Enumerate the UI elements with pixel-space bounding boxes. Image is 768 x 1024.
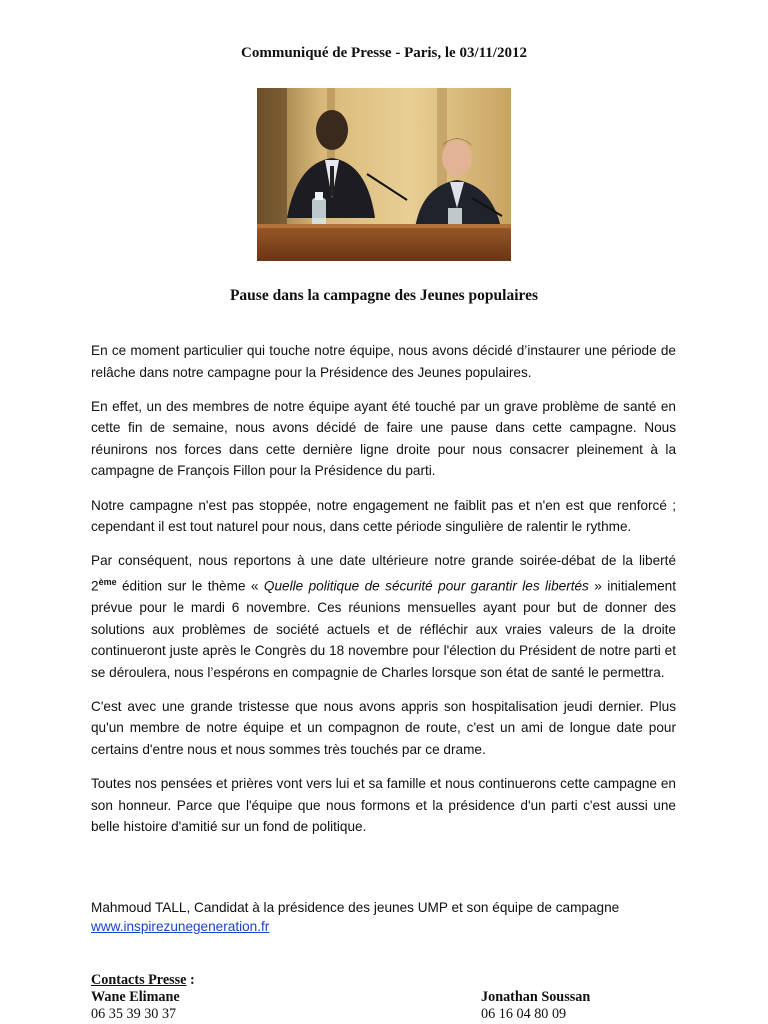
contact-phone: 06 35 39 30 37 xyxy=(91,1006,177,1022)
contact-phone: 06 16 04 80 09 xyxy=(481,1006,567,1022)
contacts-heading-label: Contacts Presse xyxy=(91,972,187,988)
paragraph-text: » initialement prévue pour le mardi 6 novembre. Ces réunions mensuelles ayant pour but de donner des solutions aux problèmes de société actuels et de réfléchir aux vraies valeurs de la droite continueront juste après le Congrès du 18 novembre pour l'élection du Président de notre parti et se déroulera, nous l’espérons en compagnie de Charles lorsque son état de santé le permettra. xyxy=(91,578,676,680)
document-title: Pause dans la campagne des Jeunes populaires xyxy=(229,287,539,304)
contact-left xyxy=(91,989,691,1023)
paragraph-text: édition sur le thème « xyxy=(116,578,264,594)
press-contacts xyxy=(91,972,691,1023)
paragraph: En effet, un des membres de notre équipe ayant été touché par un grave problème de santé en cette fin de semaine, nous avons décidé de faire une pause dans cette campagne. Nous réunirons nos forces dans cette dernière ligne droite pour nous consacrer pleinement à la campagne de François Fillon pour la Présidence du parti. xyxy=(91,398,676,479)
signature xyxy=(91,898,691,936)
press-release-header: Communiqué de Presse - Paris, le 03/11/2012 xyxy=(241,45,527,61)
paragraph: Toutes nos pensées et prières vont vers lui et sa famille et nous continuerons cette campagne en son honneur. Parce que l'équipe que nous formons et la présidence d'un parti c'est aussi une belle histoire d'amitié sur un fond de politique. xyxy=(91,776,676,835)
paragraph: Notre campagne n'est pas stoppée, notre engagement ne faiblit pas et n'en est que renforcé ; cependant il est tout naturel pour nous, dans cette période singulière de ralentir le rythme. xyxy=(91,497,676,535)
website-link[interactable]: www.inspirezunegeneration.fr xyxy=(91,919,270,934)
contact-name: Jonathan Soussan xyxy=(481,989,591,1005)
contacts-heading xyxy=(91,972,691,989)
contacts-heading-suffix: : xyxy=(186,972,195,988)
press-photo xyxy=(257,88,511,261)
body-text xyxy=(91,340,676,852)
signature-text: Mahmoud TALL, Candidat à la présidence des jeunes UMP et son équipe de campagne xyxy=(91,900,620,915)
paragraph: C'est avec une grande tristesse que nous avons appris son hospitalisation jeudi dernier. Plus qu'un membre de notre équipe et un compagnon de route, c'est un ami de longue date pour certains d'entre nous et nous sommes très touchés par ce drame. xyxy=(91,698,676,758)
contact-right xyxy=(481,989,590,1023)
paragraph xyxy=(91,550,676,683)
italic-theme: Quelle politique de sécurité pour garantir les libertés xyxy=(263,578,589,594)
paragraph: En ce moment particulier qui touche notre équipe, nous avons décidé d’instaurer une période de relâche dans notre campagne pour la Présidence des Jeunes populaires. xyxy=(91,343,676,380)
contact-name: Wane Elimane xyxy=(91,989,180,1005)
paragraph-text: Par conséquent, nous reportons à une date ultérieure notre grande soirée-débat de la liberté 2 xyxy=(91,553,676,594)
superscript: ème xyxy=(98,576,117,587)
